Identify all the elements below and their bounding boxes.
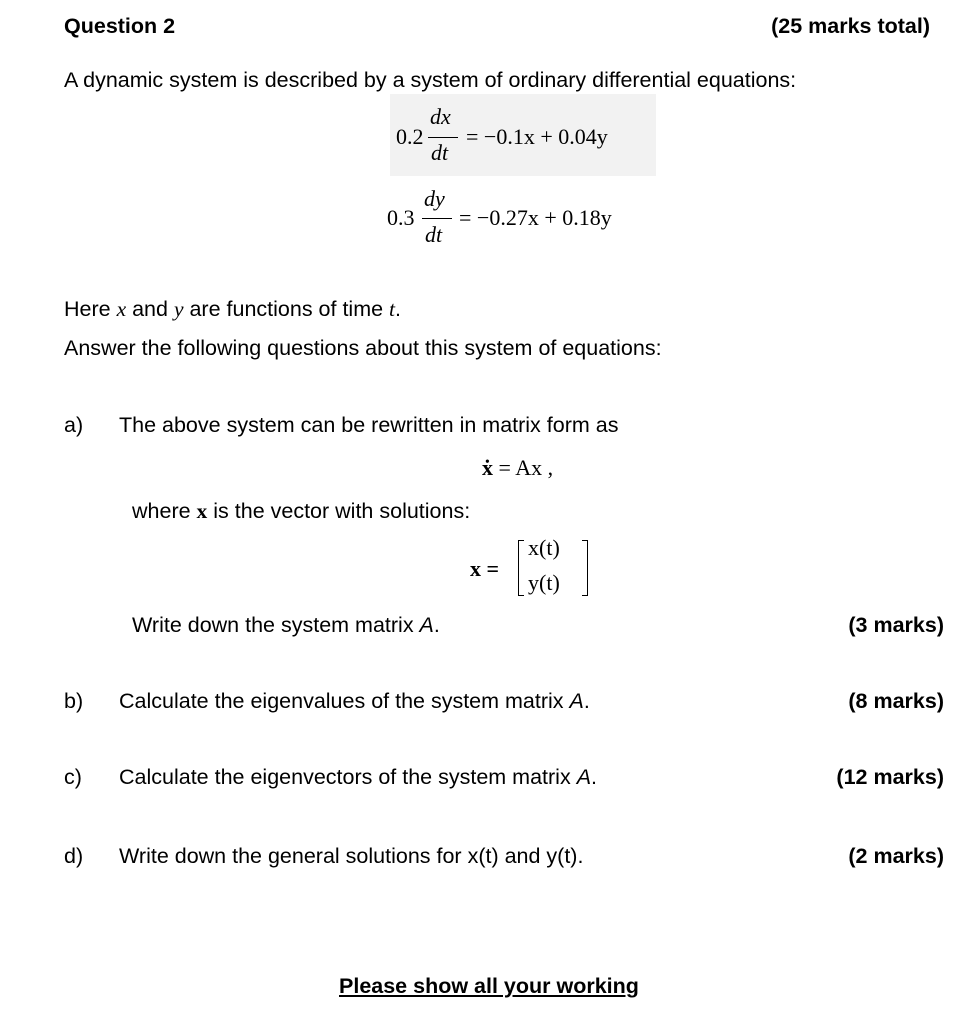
here-end: . xyxy=(395,297,402,321)
right-bracket xyxy=(582,540,588,596)
var-t: t xyxy=(389,297,396,321)
vector-bottom: y(t) xyxy=(528,570,560,595)
intro-text: A dynamic system is described by a system of ordinary differential equations: xyxy=(64,68,797,92)
part-c-text-main: Calculate the eigenvectors of the system matrix xyxy=(119,765,577,789)
where-post: is the vector with solutions: xyxy=(207,499,471,523)
equation-1-denominator: dt xyxy=(431,140,449,165)
part-b-text-main: Calculate the eigenvalues of the system matrix xyxy=(119,689,570,713)
equation-1-numerator: dx xyxy=(430,104,451,129)
part-c-label: c) xyxy=(64,765,82,789)
part-a-text: The above system can be rewritten in matrix form as xyxy=(119,413,619,437)
part-b-label: b) xyxy=(64,689,84,713)
here-mid: and xyxy=(126,297,174,321)
part-a-marks: (3 marks) xyxy=(848,613,944,637)
here-pre: Here xyxy=(64,297,117,321)
equation-2-denominator: dt xyxy=(425,222,443,247)
part-b-text xyxy=(119,689,590,714)
functions-of-time-line xyxy=(64,297,401,322)
part-c-var: A xyxy=(576,765,592,789)
part-a-instruction-text: Write down the system matrix xyxy=(132,613,420,637)
left-bracket xyxy=(518,540,524,596)
where-pre: where xyxy=(132,499,197,523)
part-a-label: a) xyxy=(64,413,84,437)
equation-1-rhs: = −0.1x + 0.04y xyxy=(466,124,608,149)
matrix-a-var: A xyxy=(419,613,434,637)
part-d-marks: (2 marks) xyxy=(848,844,944,868)
question-title: Question 2 xyxy=(64,14,176,38)
answer-instruction: Answer the following questions about this system of equations: xyxy=(64,336,662,360)
vector-top: x(t) xyxy=(528,535,560,560)
equation-1-coef: 0.2 xyxy=(396,124,424,149)
part-c-text xyxy=(119,765,597,790)
equation-2-rhs: = −0.27x + 0.18y xyxy=(459,205,612,230)
part-c-marks: (12 marks) xyxy=(836,765,944,789)
total-marks: (25 marks total) xyxy=(771,14,930,38)
equation-2-coef: 0.3 xyxy=(387,205,415,230)
part-a-period: . xyxy=(433,613,440,637)
matrix-eq-lhs: ẋ xyxy=(482,455,493,480)
matrix-eq-rhs: = Ax , xyxy=(498,455,554,480)
part-d-text: Write down the general solutions for x(t) and y(t). xyxy=(119,844,584,868)
here-post: are functions of time xyxy=(183,297,390,321)
vector-eq-lhs: x = xyxy=(470,556,500,581)
part-b-var: A xyxy=(569,689,584,713)
equation-1-fraction-bar xyxy=(428,137,458,138)
equation-2-numerator: dy xyxy=(424,186,445,211)
part-d-label: d) xyxy=(64,844,84,868)
footer-note: Please show all your working xyxy=(339,974,639,998)
part-b-period: . xyxy=(583,689,590,713)
part-c-period: . xyxy=(591,765,598,789)
var-x: x xyxy=(116,297,127,321)
var-y: y xyxy=(173,297,184,321)
part-b-marks: (8 marks) xyxy=(848,689,944,713)
matrix-form-equation xyxy=(482,455,553,481)
where-x-bold: x xyxy=(196,499,208,523)
where-x-line xyxy=(132,499,470,524)
part-a-instruction xyxy=(132,613,440,638)
equation-2-fraction-bar xyxy=(422,218,452,219)
